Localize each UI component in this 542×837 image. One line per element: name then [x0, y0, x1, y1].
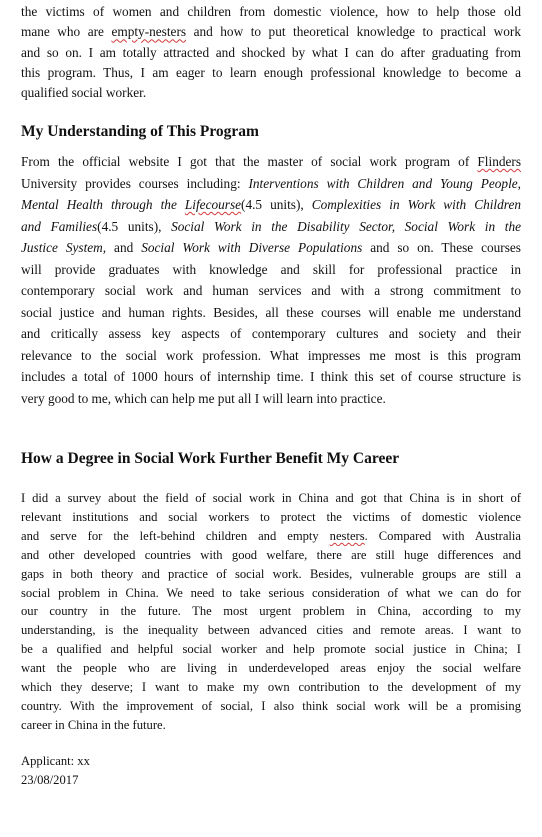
text-line: the victims of women and children from domestic violence, how to help those old: [21, 4, 521, 19]
text-line: [21, 237, 521, 259]
program-paragraph: [21, 151, 521, 409]
course-name: Mental Health through the: [21, 197, 185, 212]
section-heading-program: My Understanding of This Program: [21, 123, 259, 140]
text-run: From the official website I got that the master of social work program of: [21, 154, 478, 169]
text-run: mane who are: [21, 24, 112, 40]
spellcheck-word[interactable]: Lifecourse: [184, 197, 242, 212]
text-line: career in China in the future.: [21, 717, 166, 732]
text-run: and serve for the left-behind children and empty: [21, 528, 330, 543]
text-line: [21, 22, 521, 42]
section-heading-career: How a Degree in Social Work Further Benefit My Career: [21, 450, 400, 467]
text-line: this program. Thus, I am eager to learn enough professional knowledge to become a: [21, 64, 521, 80]
course-name: and Families: [21, 218, 98, 234]
text-line: be a qualified and helpful social worker and help promote social justice in China; I: [21, 642, 521, 657]
text-run: and: [106, 240, 142, 255]
text-line: country. With the improvement of social, I also think social work will be a promising: [21, 698, 521, 713]
text-run: . Compared with Australia: [364, 528, 521, 543]
text-run: (4.5 units),: [241, 197, 312, 212]
text-line: will provide graduates with knowledge and skill for professional practice in: [21, 261, 521, 277]
text-line: gaps in both theory and practice of social work. Besides, vulnerable groups are still a: [21, 566, 521, 581]
career-paragraph: [21, 489, 521, 735]
text-line: which they deserve; I want to make my own contribution to the development of my: [21, 680, 521, 695]
spellcheck-word[interactable]: empty-nesters: [111, 24, 187, 40]
text-run: and so on. These courses: [362, 240, 521, 255]
text-line: [21, 194, 521, 216]
spellcheck-word[interactable]: Flinders: [477, 154, 521, 169]
text-line: [21, 151, 521, 173]
text-line: very good to me, which can help me put all I will learn into practice.: [21, 390, 386, 406]
text-line: and so on. I am totally attracted and shocked by what I can do after graduating from: [21, 44, 521, 60]
text-run: (4.5 units),: [97, 218, 172, 234]
text-run: and how to put theoretical knowledge to practical work: [186, 24, 521, 40]
text-line: relevant institutions and social workers to protect the victims of domestic violence: [21, 509, 521, 524]
text-line: [21, 216, 521, 238]
course-name: Complexities in Work with Children: [311, 197, 521, 212]
text-line: want the people who are living in underdeveloped areas enjoy the social welfare: [21, 661, 521, 676]
text-line: and critically assess key aspects of contemporary cultures and society and their: [21, 326, 521, 341]
text-line: understanding, is the inequality between advanced cities and remote areas. I want to: [21, 623, 521, 638]
course-name: Interventions with Children and Young People,: [248, 175, 521, 191]
text-line: [21, 173, 521, 195]
text-line: social problem in China. We need to take serious consideration of what we can do for: [21, 585, 521, 600]
text-line: relevance to the social work profession. What impresses me most is this program: [21, 347, 521, 363]
text-line: our country in the future. The most urgent problem in China, according to my: [21, 604, 521, 619]
course-name: Justice System,: [21, 240, 107, 255]
text-run: University provides courses including:: [21, 175, 249, 191]
text-line: and other developed countries with good welfare, there are still huge differences and: [21, 547, 521, 562]
course-name: Social Work with Diverse Populations: [141, 240, 363, 255]
text-line: includes a total of 1000 hours of internship time. I think this set of course structure is: [21, 369, 521, 384]
date-line: 23/08/2017: [21, 773, 79, 787]
spellcheck-word[interactable]: nesters: [329, 528, 365, 543]
text-line: social justice and human rights. Besides, all these courses will enable me understand: [21, 304, 521, 320]
text-line: [21, 527, 521, 546]
text-line: contemporary social work and human services and with a strong commitment to: [21, 283, 521, 298]
applicant-line: Applicant: xx: [21, 754, 90, 768]
course-name: Social Work in the Disability Sector, Social Work in the: [171, 218, 521, 234]
text-line: I did a survey about the field of social work in China and got that China is in short of: [21, 491, 521, 505]
intro-paragraph: [21, 2, 521, 103]
text-line: qualified social worker.: [21, 85, 147, 101]
